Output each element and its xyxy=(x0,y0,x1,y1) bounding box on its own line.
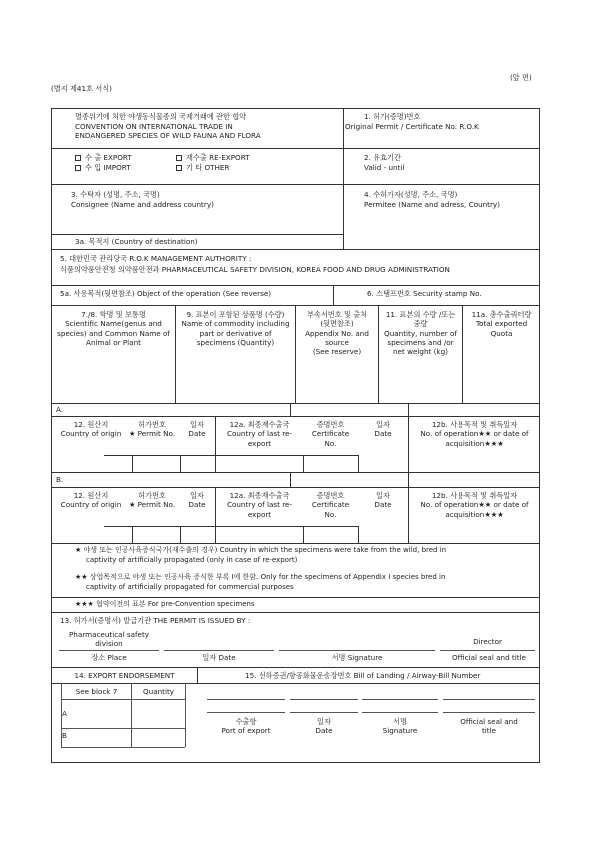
endorsement-row-a: A xyxy=(62,709,67,718)
export-endorsement-label: 14. EXPORT ENDORSEMENT xyxy=(74,671,175,680)
bill-of-lading-label: 15. 선하증권/항공화물운송장번호 Bill of Landing / Airway-Bill Number xyxy=(245,671,481,680)
convention-title-en-2: ENDANGERED SPECIES OF WILD FAUNA AND FLORA xyxy=(75,131,261,140)
endorsement-row-b: B xyxy=(62,731,67,740)
form-reference: (별지 제41호 서식) xyxy=(51,84,112,93)
valid-label-ko: 2. 유효기간 xyxy=(364,153,401,162)
note-2-cont: captivity of artificially propagated for commercial purposes xyxy=(86,583,294,591)
signature-label: 서명 Signature xyxy=(331,653,383,662)
appendix-header: 부속서번호 및 출처 (뒷면참조) Appendix No. and source (See reserve) xyxy=(305,310,369,357)
note-1: ★ 야생 또는 인공사육증식국가(재수출의 경우) Country in which the specimens were take from the wild, bred in xyxy=(75,546,447,554)
export-option[interactable]: 수 출 EXPORT xyxy=(75,153,132,162)
authority-name: 식품의약품안전청 의약품안전과 PHARMACEUTICAL SAFETY DIVISION, KOREA FOOD AND DRUG ADMINISTRATION xyxy=(60,265,450,274)
authority-label: 5. 대한민국 관리당국 R.O.K MANAGEMENT AUTHORITY : xyxy=(60,254,252,263)
species-name-header: 7./8. 학명 및 보통명 Scientific Name(genus and species) and Common Name of Animal or Plant xyxy=(57,310,170,348)
reexport-option[interactable]: 재수출 RE-EXPORT xyxy=(176,153,250,162)
note-2: ★★ 상업목적으로 야생 또는 인공사육 증식한 부록 Ⅰ에 한함. Only for the specimens of Appendix I species bred in xyxy=(75,573,446,581)
commodity-header: 9. 표본이 포함된 상품명 (수량) Name of commodity including part or derivative of specimens (Quantity) xyxy=(181,310,290,348)
permittee-label-en: Permitee (Name and adress, Country) xyxy=(364,200,500,209)
valid-label-en: Valid - until xyxy=(364,163,405,172)
place-label: 장소 Place xyxy=(91,653,127,662)
bill-official-seal-label: Official seal and title xyxy=(460,717,518,736)
import-option[interactable]: 수 입 IMPORT xyxy=(75,163,131,172)
quota-header: 11a. 총수출쿼터량 Total exported Quota xyxy=(471,310,532,338)
block-a-label: A. xyxy=(56,405,64,414)
other-checkbox[interactable] xyxy=(176,165,182,171)
bill-signature-label: 서명 Signature xyxy=(382,717,418,736)
other-option[interactable]: 기 타 OTHER xyxy=(176,163,229,172)
permittee-label-ko: 4. 수허가자(성명, 주소, 국명) xyxy=(364,190,458,199)
object-of-operation: 5a. 사용목적(뒷면참조) Object of the operation (See reverse) xyxy=(60,289,272,298)
security-stamp-label: 6. 스탬프번호 Security stamp No. xyxy=(367,289,482,298)
convention-title-en-1: CONVENTION ON INTERNATIONAL TRADE IN xyxy=(75,122,233,131)
reexport-checkbox[interactable] xyxy=(176,155,182,161)
quantity-header: 11. 표본의 수량 /또는 중량 Quantity, number of specimens and /or net weight (kg) xyxy=(384,310,457,357)
official-seal-label: Official seal and title xyxy=(452,653,526,662)
port-of-export-label: 수출항 Port of export xyxy=(221,717,271,736)
issued-by-label: 13. 허가서(증명서) 발급기관 THE PERMIT IS ISSUED BY : xyxy=(60,616,251,625)
permit-no-label-en: Original Permit / Certificate No. R.O.K xyxy=(345,122,479,131)
date-label: 일자 Date xyxy=(202,653,236,662)
page-side-label: (앞 면) xyxy=(510,73,532,82)
note-3: ★★★ 협약이전의 표본 For pre-Convention specimens xyxy=(75,600,255,608)
import-checkbox[interactable] xyxy=(75,165,81,171)
see-block-label: See block 7 xyxy=(75,687,118,696)
note-1-cont: captivity of artificially propagated (only in case of re-export) xyxy=(86,556,298,564)
director-title: Director xyxy=(473,637,502,646)
destination-label: 3a. 목적지 (Country of destination) xyxy=(75,237,198,246)
convention-title-ko: 멸종위기에 처한 야생동식물종의 국제거래에 관한 협약 xyxy=(75,112,247,121)
export-checkbox[interactable] xyxy=(75,155,81,161)
place-value: Pharmaceutical safety division xyxy=(68,630,150,648)
bill-date-label: 일자 Date xyxy=(315,717,333,736)
consignee-label-en: Consignee (Name and address country) xyxy=(71,200,214,209)
permit-no-label-ko: 1. 허가(증명)번호 xyxy=(364,112,421,121)
quantity-label: Quantity xyxy=(142,687,175,696)
block-b-label: B. xyxy=(56,475,64,484)
consignee-label-ko: 3. 수탁자 (성명, 주소, 국명) xyxy=(71,190,160,199)
